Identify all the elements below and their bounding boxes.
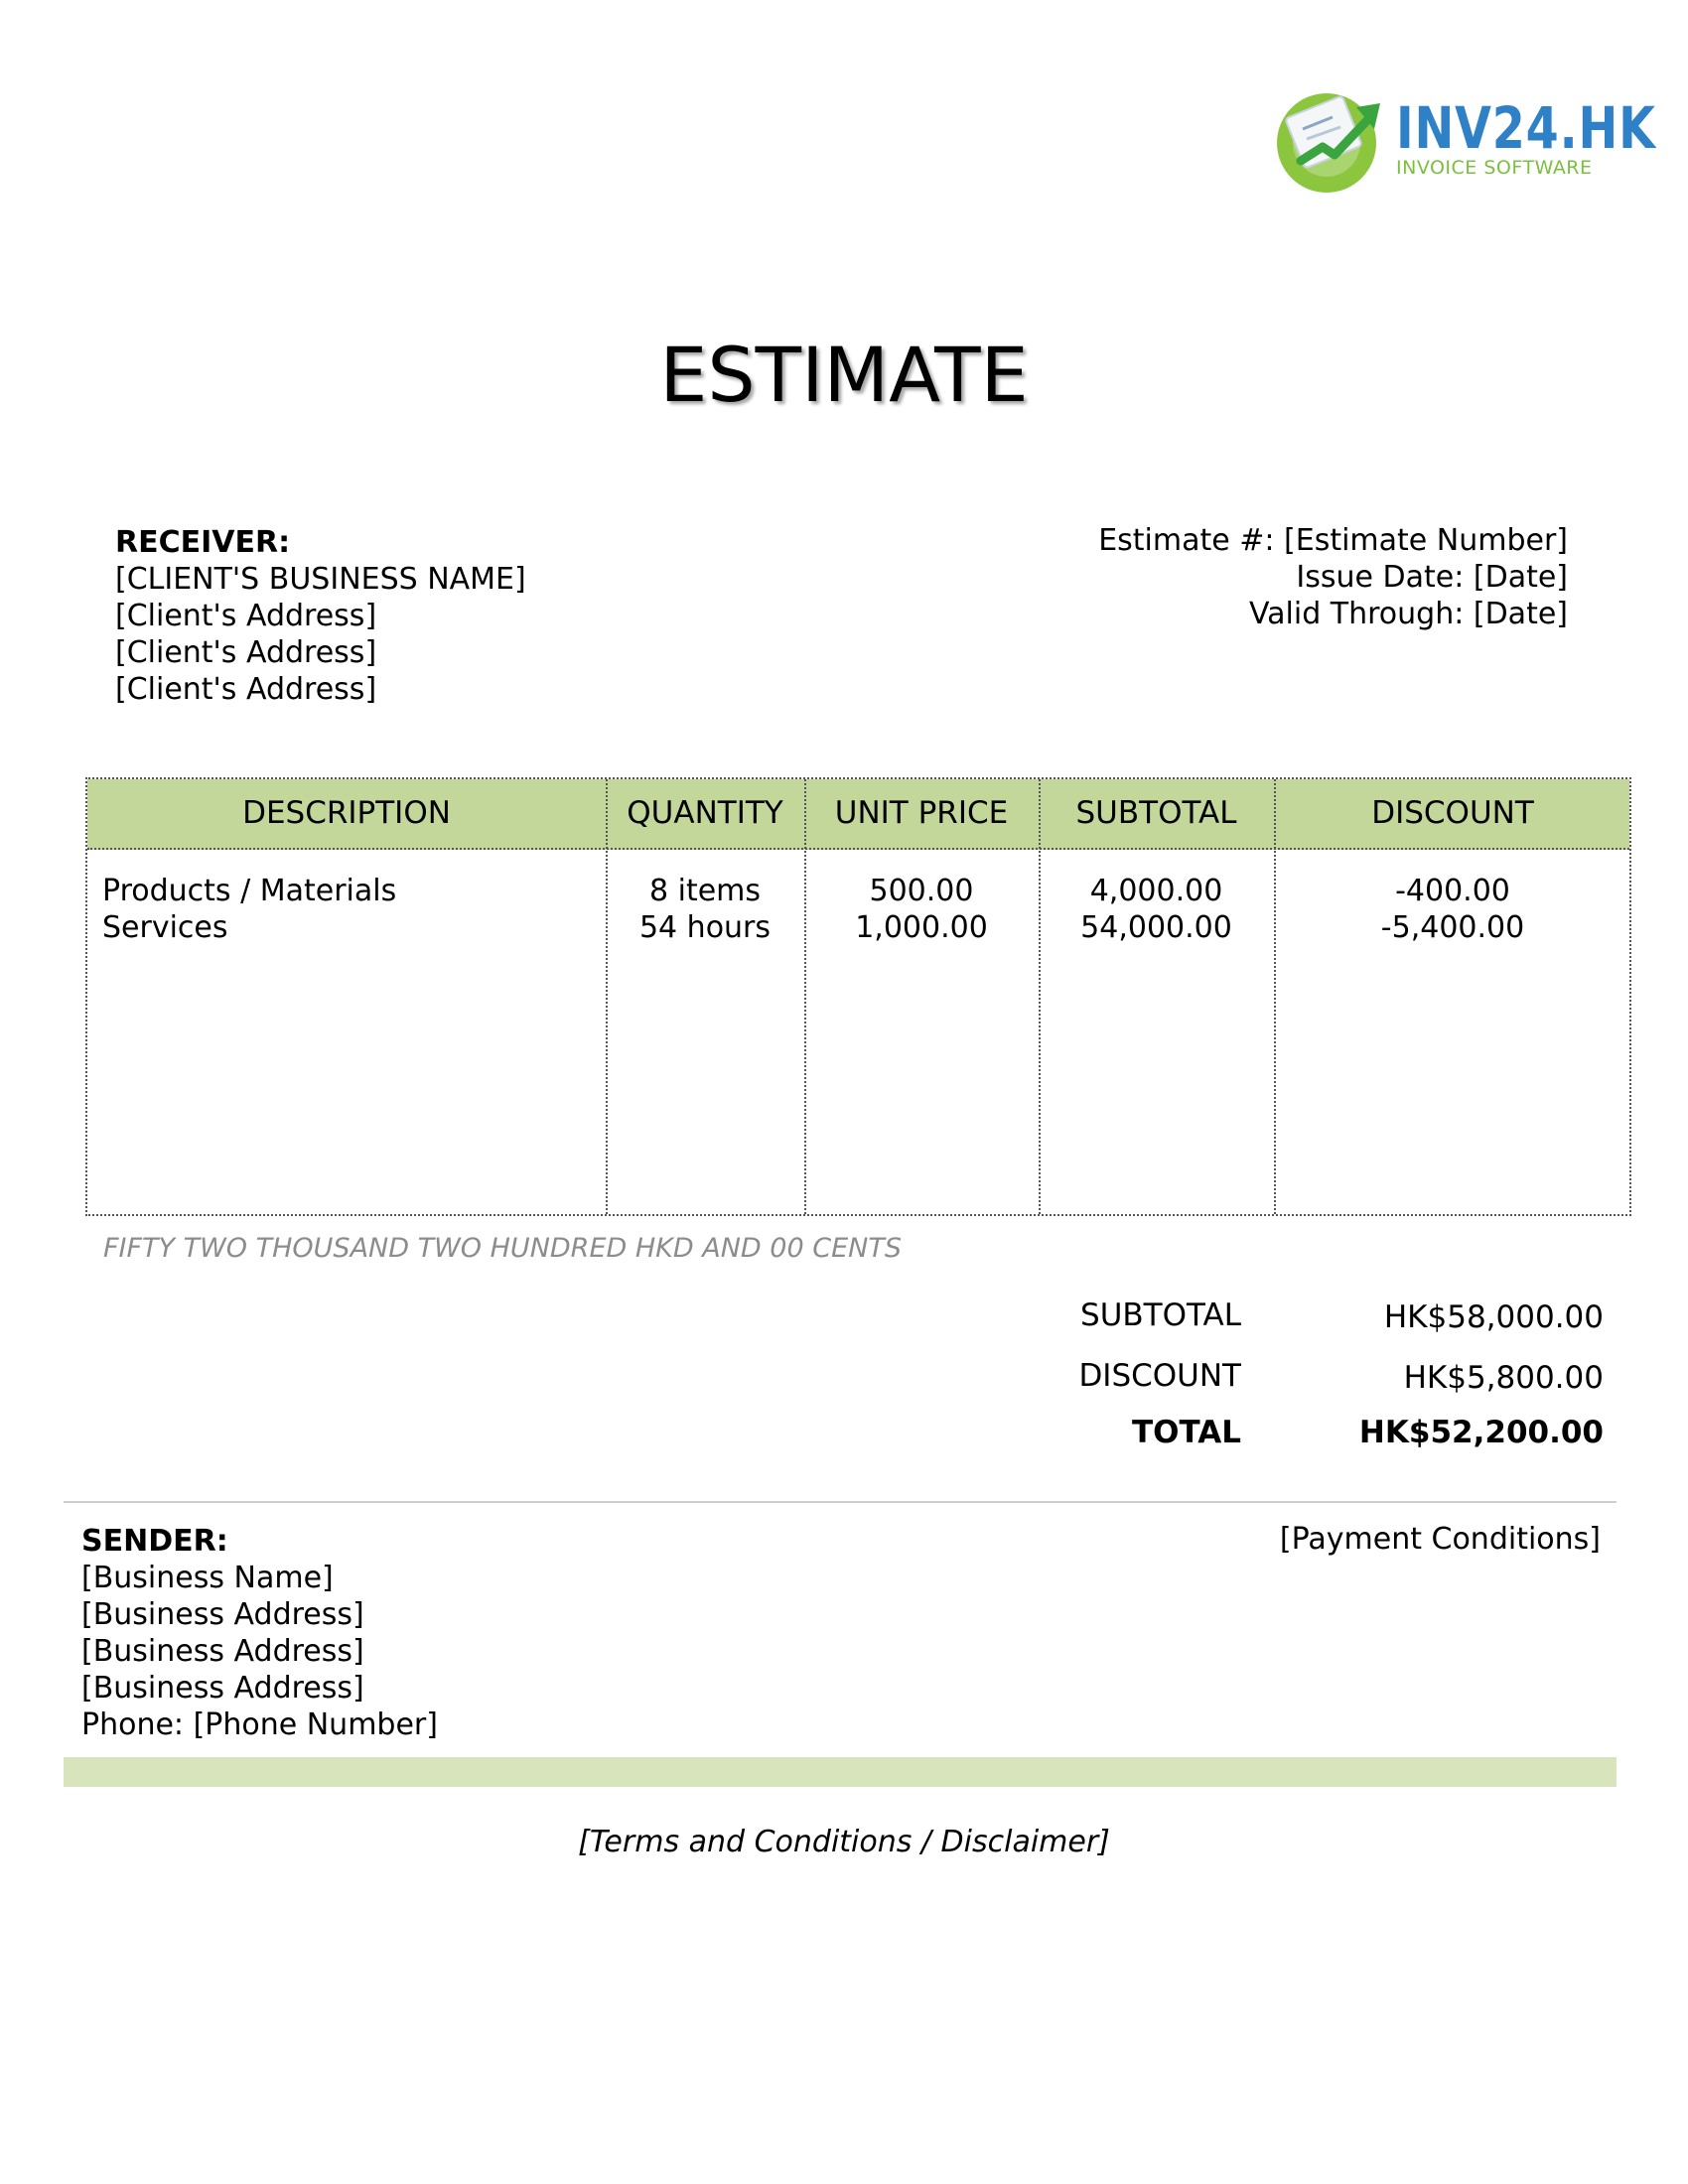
payment-conditions: [Payment Conditions] bbox=[1279, 1522, 1601, 1557]
cell-discount: -5,400.00 bbox=[1380, 910, 1525, 945]
cell-unit-price: 500.00 bbox=[869, 874, 974, 908]
cell-quantity: 8 items bbox=[648, 874, 762, 908]
cell-description: Products / Materials bbox=[102, 874, 397, 908]
cell-unit-price: 1,000.00 bbox=[855, 910, 988, 945]
cell-discount: -400.00 bbox=[1395, 874, 1510, 908]
estimate-meta bbox=[1098, 522, 1568, 632]
footer-band bbox=[64, 1757, 1617, 1787]
items-table bbox=[85, 777, 1631, 1216]
summary-discount-label: DISCOUNT bbox=[1078, 1358, 1241, 1394]
estimate-number: Estimate #: [Estimate Number] bbox=[1098, 523, 1568, 558]
section-divider bbox=[64, 1501, 1617, 1503]
receiver-business-name: [CLIENT'S BUSINESS NAME] bbox=[115, 562, 526, 597]
amount-in-words: FIFTY TWO THOUSAND TWO HUNDRED HKD AND 00 CENTS bbox=[103, 1233, 902, 1264]
receiver-address-line: [Client's Address] bbox=[115, 599, 377, 633]
receiver-block bbox=[115, 524, 526, 708]
cell-quantity: 54 hours bbox=[638, 910, 772, 945]
cell-description: Services bbox=[102, 910, 228, 945]
receiver-address-line: [Client's Address] bbox=[115, 672, 377, 707]
summary-discount-value: HK$5,800.00 bbox=[1403, 1360, 1604, 1396]
sender-block bbox=[81, 1523, 438, 1743]
cell-subtotal: 4,000.00 bbox=[1089, 874, 1223, 908]
sender-address-line: [Business Address] bbox=[81, 1597, 364, 1632]
sender-phone: Phone: [Phone Number] bbox=[81, 1707, 438, 1742]
sender-business-name: [Business Name] bbox=[81, 1561, 334, 1595]
sender-heading: SENDER: bbox=[81, 1524, 228, 1559]
issue-date: Issue Date: [Date] bbox=[1296, 560, 1568, 595]
receiver-heading: RECEIVER: bbox=[115, 525, 291, 560]
document-title: ESTIMATE bbox=[659, 331, 1029, 419]
header-unit-price: UNIT PRICE bbox=[834, 795, 1009, 831]
header-subtotal: SUBTOTAL bbox=[1075, 795, 1237, 831]
header-discount: DISCOUNT bbox=[1371, 795, 1534, 831]
summary-subtotal-label: SUBTOTAL bbox=[1080, 1297, 1241, 1333]
terms-and-conditions: [Terms and Conditions / Disclaimer] bbox=[578, 1825, 1110, 1859]
cell-subtotal: 54,000.00 bbox=[1080, 910, 1232, 945]
logo-title: INV24.HK bbox=[1396, 94, 1656, 162]
summary-total-value: HK$52,200.00 bbox=[1358, 1415, 1604, 1450]
sender-address-line: [Business Address] bbox=[81, 1634, 364, 1669]
logo-graphic-icon bbox=[1271, 77, 1390, 197]
summary-total-label: TOTAL bbox=[1132, 1415, 1241, 1450]
sender-address-line: [Business Address] bbox=[81, 1671, 364, 1706]
receiver-address-line: [Client's Address] bbox=[115, 635, 377, 670]
summary-subtotal-value: HK$58,000.00 bbox=[1383, 1299, 1604, 1335]
logo-subtitle: INVOICE SOFTWARE bbox=[1396, 157, 1593, 179]
header-quantity: QUANTITY bbox=[627, 795, 783, 831]
valid-through: Valid Through: [Date] bbox=[1248, 597, 1568, 631]
header-description: DESCRIPTION bbox=[242, 795, 451, 831]
